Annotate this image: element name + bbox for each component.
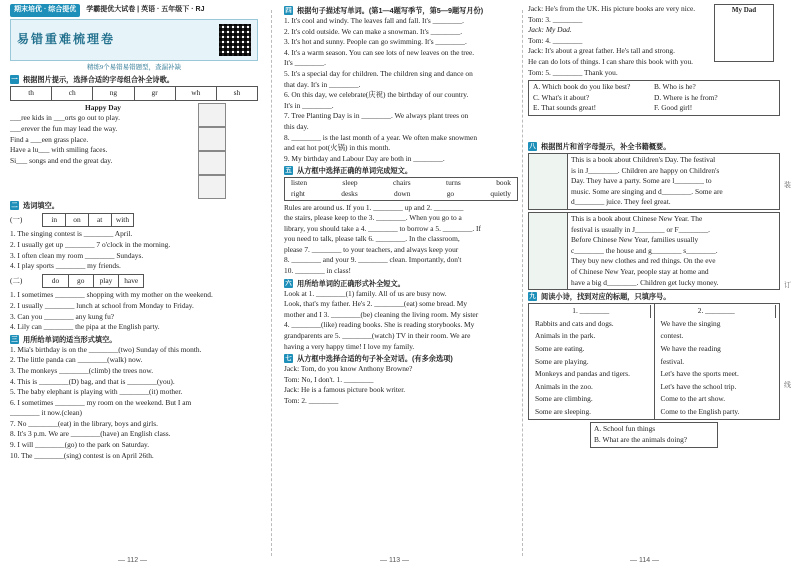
- question: 1. I sometimes ________ shopping with my mother on the weekend.: [10, 290, 213, 300]
- poems-table: [528, 303, 780, 420]
- option: listen: [291, 178, 308, 188]
- poem-line: Some are playing.: [535, 356, 589, 366]
- question: 9. I will ________(go) to the park on Saturday.: [10, 440, 150, 450]
- option: sh: [233, 88, 241, 98]
- option: B. What are the animals doing?: [594, 435, 688, 445]
- poem-line: contest.: [660, 331, 684, 341]
- dialogue-line: Tom: 3. ________: [528, 14, 583, 24]
- passage-line: the stairs, please keep to the 3. ________. When you go to a: [284, 213, 462, 223]
- lunch-picture: [198, 151, 226, 175]
- question: 8. It's 3 p.m. We are ________(have) an English class.: [10, 429, 171, 439]
- section-4-heading: [284, 6, 518, 15]
- question: 1. The singing contest is ________ April.: [10, 229, 133, 239]
- poem-line: We have the reading: [660, 343, 721, 353]
- poem-line: Some are sleeping.: [535, 406, 592, 416]
- word-row: [285, 178, 517, 189]
- question: 9. My birthday and Labour Day are both in ________.: [284, 153, 445, 163]
- card-line: festival is usually in J________ or F________.: [571, 224, 710, 234]
- poem-line: Come to the art show.: [660, 394, 726, 404]
- card-line: of Chinese New Year, people stay at home and: [571, 266, 709, 276]
- word-options-2: [42, 274, 144, 289]
- question: 2. It's cold outside. We can make a snowman. It's ________.: [284, 26, 463, 36]
- option: right: [291, 188, 305, 198]
- dialogue-line: Jack: He is a famous picture book writer.: [284, 385, 406, 395]
- poem-line: Find a ___een grass place.: [10, 134, 89, 144]
- title-options: [590, 422, 718, 447]
- passage-line: you need to talk, please talk 6. ________. In the classroom,: [284, 234, 460, 244]
- question: 2. The little panda can ________(walk) now.: [10, 355, 143, 365]
- page-number: — 112 —: [118, 557, 148, 564]
- section-number: 七: [285, 355, 292, 363]
- card-text: [568, 154, 779, 209]
- poem-line: Let's have the school trip.: [660, 381, 737, 391]
- option: chairs: [392, 178, 411, 188]
- dialogue-options: [528, 80, 780, 116]
- card-line: Before Chinese New Year, families usually: [571, 235, 699, 245]
- option: B. Who is he?: [654, 82, 696, 92]
- section-title: 选词填空。: [23, 200, 59, 210]
- option: on: [66, 214, 89, 227]
- question: 2. I usually ________ lunch at school from Monday to Friday.: [10, 300, 194, 310]
- section-6-heading: [284, 279, 518, 288]
- dialogue-line: Jack: Tom, do you know Anthony Browne?: [284, 364, 413, 374]
- part-1-header: [10, 211, 258, 230]
- section-title: 阅读小诗，找到对应的标题，只填序号。: [541, 292, 671, 302]
- poem-pictures: [196, 103, 258, 199]
- question: that day. It's in ________.: [284, 79, 361, 89]
- word-row: [285, 189, 517, 200]
- poem-text: [10, 103, 196, 199]
- question: 8. ________ is the last month of a year. We often make snowmen: [284, 132, 478, 142]
- dialogue-line: Tom: 5. ________ Thank you.: [528, 67, 618, 77]
- section-number: 一: [11, 76, 18, 84]
- header-tag: 期末培优 · 综合提优: [10, 4, 80, 17]
- page-number: — 113 —: [380, 557, 410, 564]
- poem-line: Let's have the sports meet.: [660, 369, 739, 379]
- option: at: [89, 214, 112, 227]
- option: have: [124, 275, 139, 285]
- question: It's ________.: [284, 58, 326, 68]
- question: 4. I play sports ________ my friends.: [10, 261, 121, 271]
- question: 3. I often clean my room ________ Sundays.: [10, 250, 144, 260]
- option: th: [11, 87, 52, 100]
- binding-mark: 装: [784, 181, 791, 189]
- option: turns: [446, 178, 461, 188]
- card-line: They buy new clothes and red things. On the eve: [571, 256, 716, 266]
- option: ch: [52, 87, 93, 100]
- poem-1: [529, 304, 655, 419]
- dialogue-line: Jack: He's from the UK. His picture books are very nice.: [528, 4, 696, 13]
- option: down: [394, 188, 411, 198]
- question: and eat hot pot(火锅) in this month.: [284, 143, 391, 153]
- header-title: 学霸提优大试卷 | 英语 · 五年级下 · RJ: [86, 6, 205, 13]
- card-line: d________ juice. They feel great.: [571, 197, 671, 207]
- card-line: music. Some are singing and d________. Some are: [571, 186, 723, 196]
- option: desks: [341, 188, 358, 198]
- poem-line: Monkeys and pandas and tigers.: [535, 369, 631, 379]
- column-right: [528, 4, 780, 552]
- part-2-header: [10, 272, 258, 291]
- dialogue-line: Jack: It's about a great father. He's tall and strong.: [528, 46, 675, 56]
- poem-line: We have the singing: [660, 318, 721, 328]
- poem-line: Animals in the zoo.: [535, 381, 593, 391]
- question: 5. The baby elephant is playing with ________(it) mother.: [10, 387, 183, 397]
- passage-line: mother and I 3. ________(be) cleaning the living room. My sister: [284, 309, 479, 319]
- section-number: 三: [11, 335, 18, 343]
- new-year-picture: [529, 213, 568, 289]
- singing-picture: [198, 175, 226, 199]
- dialogue-line: Tom: No, I don't. 1. ________: [284, 374, 374, 384]
- part-label: (二): [10, 275, 23, 285]
- question: It's in ________.: [284, 100, 334, 110]
- dialogue-line: Tom: 2. ________: [284, 396, 339, 405]
- option: D. Where is he from?: [654, 92, 718, 102]
- option: play: [94, 275, 119, 288]
- question: 6. I sometimes ________ my room on the weekend. But I am: [10, 397, 192, 407]
- option: C. What's it about?: [533, 92, 590, 102]
- card-line: is in J________. Children are happy on Children's: [571, 165, 720, 175]
- option: gr: [135, 87, 176, 100]
- book-title: My Dad: [731, 6, 757, 14]
- question: 3. The monkeys ________(climb) the trees now.: [10, 365, 154, 375]
- section-8-heading: [528, 142, 780, 151]
- poem-line: ___erever the fun may lead the way.: [10, 123, 118, 133]
- part-label: (一): [10, 214, 23, 224]
- section-title: 用所给单词的正确形式补全短文。: [297, 278, 405, 288]
- option: F. Good girl!: [654, 103, 693, 113]
- word-box: [284, 177, 518, 200]
- poem-title: Happy Day: [85, 102, 121, 112]
- page-number: — 114 —: [630, 557, 660, 564]
- question: 7. No ________(eat) in the library, boys and girls.: [10, 418, 158, 428]
- question: 7. Tree Planting Day is in ________. We always plant trees on: [284, 111, 469, 121]
- option: E. That sounds great!: [533, 103, 597, 113]
- poem-line: ___ree kids in ___orts go out to play.: [10, 113, 120, 123]
- question: 5. It's a special day for children. The children sing and dance on: [284, 68, 473, 78]
- title-banner: [10, 19, 258, 61]
- section-title: 用所给单词的适当形式填空。: [23, 334, 117, 344]
- section-1-heading: [10, 75, 258, 84]
- passage-line: grandparents are 5. ________(watch) TV in their room. We are: [284, 331, 471, 341]
- question: 4. This is ________(D) bag, and that is ________(you).: [10, 376, 175, 386]
- poem-line: Some are eating.: [535, 343, 585, 353]
- section-3-heading: [10, 335, 258, 344]
- section-9-heading: [528, 292, 780, 301]
- poem-heading: 2. ________: [658, 305, 777, 318]
- question: this day.: [284, 121, 309, 131]
- section-title: 从方框中选择合适的句子补全对话。(有多余选项): [297, 354, 453, 364]
- option: sleep: [342, 178, 358, 188]
- option: A. Which book do you like best?: [533, 82, 631, 92]
- card-line: have a big d________. Children get lucky money.: [571, 277, 719, 287]
- option: ng: [93, 87, 134, 100]
- question: 6. On this day, we celebrate(庆祝) the birthday of our country.: [284, 90, 469, 100]
- binding-mark: 线: [784, 381, 791, 389]
- poem-2: [655, 304, 780, 419]
- poem-line: festival.: [660, 356, 685, 366]
- grass-picture: [198, 127, 226, 151]
- card-line: c________ the house and g________ s________.: [571, 245, 718, 255]
- section-number: 五: [285, 167, 292, 175]
- option: quietly: [490, 188, 511, 198]
- question: 1. It's cool and windy. The leaves fall and fall. It's ________.: [284, 16, 464, 25]
- letter-options: [10, 86, 258, 101]
- question: ________ it now.(clean): [10, 408, 82, 418]
- option: in: [43, 214, 66, 227]
- card-line: This is a book about Children's Day. The festival: [571, 155, 716, 164]
- my-dad-book-picture: [714, 4, 774, 62]
- qr-code-icon: [219, 24, 251, 56]
- banner-subtitle: 精练9个易错易错题型，查漏补缺: [86, 63, 182, 71]
- option: A. School fun things: [594, 424, 656, 434]
- section-number: 八: [529, 143, 536, 150]
- poem-line: Have a lu___ with smiling faces.: [10, 145, 108, 155]
- section-number: 九: [529, 293, 536, 301]
- banner-title: 易错重难梳理卷: [17, 32, 116, 47]
- passage-line: 4. ________(like) reading books. She is reading storybooks. My: [284, 320, 475, 330]
- poem-line: Come to the English party.: [660, 406, 740, 416]
- option: do: [43, 275, 68, 288]
- column-middle: [284, 4, 518, 552]
- section-5-heading: [284, 166, 518, 175]
- poem-line: Animals in the park.: [535, 331, 596, 341]
- poem-line: Rabbits and cats and dogs.: [535, 318, 614, 328]
- dialogue-line: Jack: My Dad.: [528, 25, 572, 35]
- question: 3. It's hot and sunny. People can go swimming. It's ________.: [284, 37, 467, 47]
- childrens-day-card: [528, 153, 780, 210]
- question: 1. Mia's birthday is on the ________(two) Sunday of this month.: [10, 344, 202, 354]
- option: wh: [176, 87, 217, 100]
- chinese-new-year-card: [528, 212, 780, 290]
- passage-line: 10. ________ in class!: [284, 266, 351, 276]
- card-line: Day. They have a party. Some are l________ to: [571, 176, 712, 186]
- card-line: This is a book about Chinese New Year. The: [571, 213, 703, 223]
- binding-mark: 订: [784, 281, 791, 289]
- section-number: 六: [285, 279, 292, 287]
- poem-line: Si___ songs and end the great day.: [10, 155, 113, 165]
- poem-heading: 1. ________: [532, 305, 651, 318]
- passage-line: Look at 1. ________(1) family. All of us are busy now.: [284, 288, 447, 298]
- passage-line: library, you should take a 4. ________ to borrow a 5. ________. If: [284, 223, 481, 233]
- question: 3. Can you ________ any kung fu?: [10, 311, 115, 321]
- poem-block: [10, 103, 258, 199]
- childrens-day-picture: [529, 154, 568, 209]
- column-left: [10, 4, 258, 552]
- poem-line: Some are climbing.: [535, 394, 593, 404]
- passage-line: please 7. ________ to your teachers, and always keep your: [284, 244, 459, 254]
- section-number: 四: [285, 7, 292, 14]
- section-title: 从方框中选择正确的单词完成短文。: [297, 166, 413, 176]
- dialogue-line: He can do lots of things. I can share this book with you.: [528, 56, 694, 66]
- section-number: 二: [11, 201, 18, 209]
- passage-line: having a very happy time! I love my family.: [284, 341, 415, 351]
- option: go: [69, 275, 94, 288]
- option: with: [115, 214, 130, 224]
- question: 2. I usually get up ________ 7 o'clock in the morning.: [10, 239, 171, 249]
- question: 4. Lily can ________ the pipa at the English party.: [10, 322, 160, 332]
- question: 10. The ________(sing) contest is on April 26th.: [10, 450, 154, 460]
- word-options-1: [42, 213, 134, 228]
- question: 4. It's a warm season. You can see lots of new leaves on the tree.: [284, 47, 475, 57]
- section-7-heading: [284, 354, 518, 363]
- section-title: 根据图片和首字母提示，补全书籍概要。: [541, 142, 671, 151]
- option: book: [496, 178, 511, 188]
- kids-picture: [198, 103, 226, 127]
- dialogue-continued: [528, 4, 780, 140]
- section-2-heading: [10, 201, 258, 210]
- card-text: [568, 213, 779, 289]
- passage-line: Rules are around us. If you 1. ________ up and 2. ________: [284, 202, 464, 212]
- option: go: [446, 188, 455, 198]
- dialogue-line: Tom: 4. ________: [528, 35, 583, 45]
- section-title: 根据图片提示，选择合适的字母组合补全诗歌。: [23, 75, 174, 85]
- section-title: 根据句子描述写单词。(第1—4题写季节，第5—9题写月份): [297, 6, 484, 15]
- page-header: [10, 4, 258, 17]
- passage-line: Look, that's my father. He's 2. ________(eat) some bread. My: [284, 299, 468, 309]
- passage-line: 8. ________ and your 9. ________ clean. Importantly, don't: [284, 255, 462, 265]
